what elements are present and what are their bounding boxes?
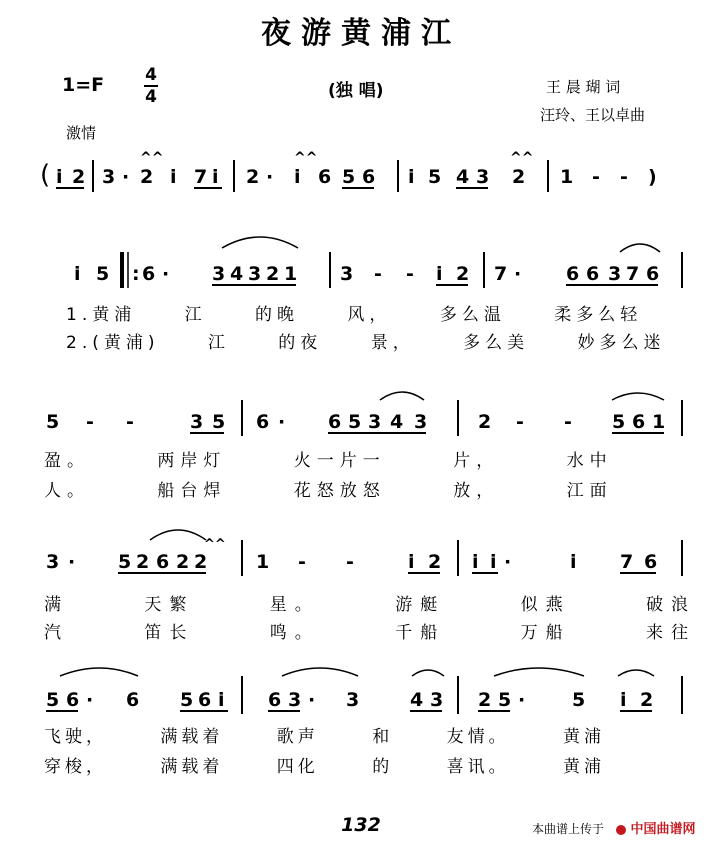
svg-text:6: 6 xyxy=(256,411,270,433)
lyric-verse2-line3: 汽 笛长 鸣。 千船 万船 来往 xyxy=(44,623,697,643)
svg-text:2: 2 xyxy=(266,263,280,285)
svg-text:2: 2 xyxy=(512,166,526,188)
svg-text:i: i xyxy=(294,166,301,188)
music-line-4 xyxy=(46,530,682,576)
svg-text:3: 3 xyxy=(190,411,204,433)
time-bottom: 4 xyxy=(145,87,157,107)
svg-text:(: ( xyxy=(40,160,51,190)
svg-text:·: · xyxy=(518,689,526,711)
svg-text:5: 5 xyxy=(572,689,586,711)
site-logo[interactable] xyxy=(616,818,696,837)
svg-text:2: 2 xyxy=(428,551,442,573)
svg-text:·: · xyxy=(504,551,512,573)
svg-text:i: i xyxy=(56,166,63,188)
svg-text:5: 5 xyxy=(96,263,110,285)
key-signature: 1=F xyxy=(62,74,105,96)
svg-text:-: - xyxy=(126,411,134,433)
svg-text:6: 6 xyxy=(268,689,282,711)
svg-text:3: 3 xyxy=(288,689,302,711)
svg-text:-: - xyxy=(592,166,600,188)
svg-text:i: i xyxy=(408,551,415,573)
svg-text:5: 5 xyxy=(612,411,626,433)
svg-text:3: 3 xyxy=(608,263,622,285)
svg-text:-: - xyxy=(620,166,628,188)
svg-text:5: 5 xyxy=(118,551,132,573)
svg-text:7: 7 xyxy=(494,263,508,285)
svg-text:2: 2 xyxy=(194,551,208,573)
svg-text::: : xyxy=(132,263,140,285)
lyric-verse2-line1: 2.(黄浦) 江 的夜 景， 多么美 妙多么迷 xyxy=(66,333,666,353)
svg-text:2: 2 xyxy=(640,689,654,711)
svg-text:4: 4 xyxy=(456,166,470,188)
svg-text:1: 1 xyxy=(652,411,666,433)
svg-text:2: 2 xyxy=(456,263,470,285)
svg-text:2: 2 xyxy=(140,166,154,188)
svg-text:·: · xyxy=(514,263,522,285)
logo-icon xyxy=(616,825,626,835)
music-line-1 xyxy=(40,150,657,192)
svg-text:5: 5 xyxy=(342,166,356,188)
svg-text:2: 2 xyxy=(136,551,150,573)
svg-text:i: i xyxy=(620,689,627,711)
logo-text: 中国曲谱网 xyxy=(630,822,696,837)
svg-text:^^: ^^ xyxy=(204,537,226,552)
svg-text:2: 2 xyxy=(72,166,86,188)
lyric-verse1-line4: 飞驶， 满载着 歌声 和 友情。 黄浦 xyxy=(44,727,606,747)
svg-text:i: i xyxy=(170,166,177,188)
svg-text:i: i xyxy=(218,689,225,711)
svg-text:-: - xyxy=(298,551,306,573)
svg-text:3: 3 xyxy=(212,263,226,285)
svg-text:6: 6 xyxy=(586,263,600,285)
svg-text:i: i xyxy=(74,263,81,285)
song-title: 夜游黄浦江 xyxy=(261,16,461,51)
svg-text:7: 7 xyxy=(194,166,208,188)
svg-text:6: 6 xyxy=(362,166,376,188)
svg-text:·: · xyxy=(122,166,130,188)
music-line-5 xyxy=(46,668,682,714)
svg-text:3: 3 xyxy=(430,689,444,711)
svg-text:6: 6 xyxy=(328,411,342,433)
svg-text:6: 6 xyxy=(646,263,660,285)
svg-text:·: · xyxy=(278,411,286,433)
svg-text:3: 3 xyxy=(414,411,428,433)
svg-text:6: 6 xyxy=(318,166,332,188)
svg-text:-: - xyxy=(86,411,94,433)
svg-text:6: 6 xyxy=(632,411,646,433)
composer-credit: 汪玲、王以卓曲 xyxy=(540,106,646,124)
svg-text:6: 6 xyxy=(142,263,156,285)
svg-text:·: · xyxy=(86,689,94,711)
lyric-verse1-line3: 满 天繁 星。 游艇 似燕 破浪 xyxy=(44,595,697,615)
svg-text:): ) xyxy=(648,166,657,188)
svg-text:-: - xyxy=(564,411,572,433)
svg-text:2: 2 xyxy=(478,411,492,433)
svg-text:5: 5 xyxy=(212,411,226,433)
svg-text:5: 5 xyxy=(428,166,442,188)
svg-text:6: 6 xyxy=(156,551,170,573)
svg-text:2: 2 xyxy=(176,551,190,573)
svg-text:2: 2 xyxy=(246,166,260,188)
svg-text:1: 1 xyxy=(560,166,574,188)
lyricist-credit: 王 晨 瑚 词 xyxy=(546,78,621,96)
lyric-verse1-line2: 盈。 两岸灯 火一片一 片， 水中 xyxy=(44,451,613,471)
svg-text:7: 7 xyxy=(626,263,640,285)
lyric-verse2-line4: 穿梭， 满载着 四化 的 喜讯。 黄浦 xyxy=(44,757,606,777)
svg-text:3: 3 xyxy=(248,263,262,285)
svg-text:·: · xyxy=(68,551,76,573)
svg-text:-: - xyxy=(374,263,382,285)
performance-style: (独 唱) xyxy=(328,81,384,101)
svg-text:6: 6 xyxy=(566,263,580,285)
svg-text:6: 6 xyxy=(66,689,80,711)
svg-text:5: 5 xyxy=(46,411,60,433)
svg-text:5: 5 xyxy=(46,689,60,711)
lyric-verse1-line1: 1.黄浦 江 的晚 风， 多么温 柔多么轻 xyxy=(66,305,643,325)
svg-text:3: 3 xyxy=(368,411,382,433)
tempo-marking: 激情 xyxy=(66,124,97,142)
svg-text:^^: ^^ xyxy=(140,150,164,166)
svg-text:5: 5 xyxy=(348,411,362,433)
svg-text:-: - xyxy=(346,551,354,573)
svg-text:i: i xyxy=(436,263,443,285)
svg-text:6: 6 xyxy=(198,689,212,711)
svg-text:^^: ^^ xyxy=(510,150,534,166)
svg-text:4: 4 xyxy=(390,411,404,433)
svg-text:i: i xyxy=(212,166,219,188)
svg-text:i: i xyxy=(408,166,415,188)
page-number: 132 xyxy=(341,814,381,836)
svg-text:6: 6 xyxy=(126,689,140,711)
svg-text:·: · xyxy=(266,166,274,188)
svg-text:1: 1 xyxy=(256,551,270,573)
svg-text:i: i xyxy=(472,551,479,573)
svg-text:-: - xyxy=(406,263,414,285)
music-line-2 xyxy=(74,237,682,288)
svg-text:^^: ^^ xyxy=(294,150,318,166)
svg-text:3: 3 xyxy=(476,166,490,188)
time-top: 4 xyxy=(145,65,157,85)
svg-text:4: 4 xyxy=(410,689,424,711)
svg-text:-: - xyxy=(516,411,524,433)
svg-text:5: 5 xyxy=(180,689,194,711)
svg-text:i: i xyxy=(490,551,497,573)
svg-text:3: 3 xyxy=(102,166,116,188)
svg-text:2: 2 xyxy=(478,689,492,711)
svg-text:6: 6 xyxy=(644,551,658,573)
svg-text:5: 5 xyxy=(498,689,512,711)
svg-text:3: 3 xyxy=(346,689,360,711)
svg-text:i: i xyxy=(570,551,577,573)
svg-text:3: 3 xyxy=(340,263,354,285)
svg-text:1: 1 xyxy=(284,263,298,285)
lyric-verse2-line2: 人。 船台焊 花怒放怒 放， 江面 xyxy=(44,481,613,501)
svg-text:3: 3 xyxy=(46,551,60,573)
svg-text:·: · xyxy=(308,689,316,711)
svg-text:4: 4 xyxy=(230,263,244,285)
upload-note: 本曲谱上传于 xyxy=(532,822,605,836)
svg-text:7: 7 xyxy=(620,551,634,573)
svg-text:·: · xyxy=(162,263,170,285)
music-line-3 xyxy=(46,392,682,436)
